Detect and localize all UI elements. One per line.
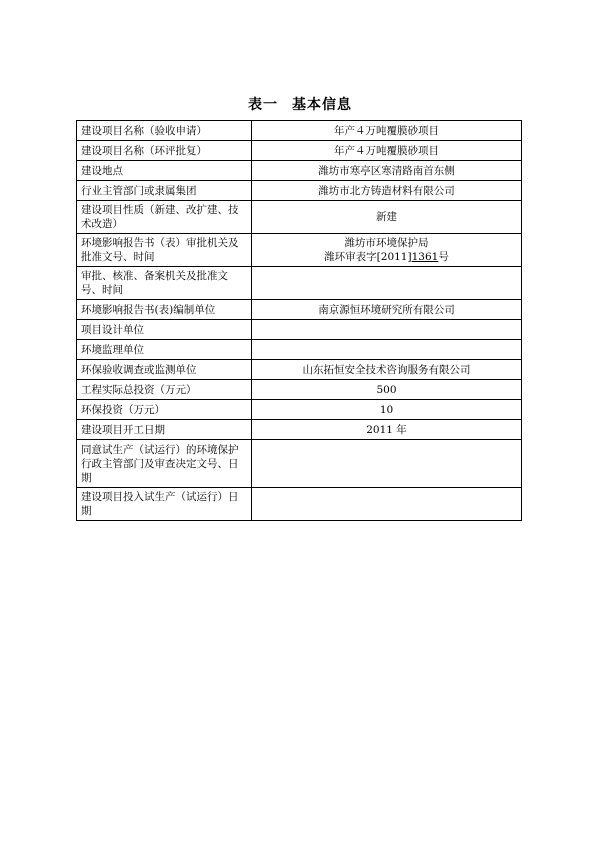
row-value: 山东拓恒安全技术咨询服务有限公司: [252, 360, 522, 380]
table-row: [77, 267, 522, 300]
approval-authority: 潍坊市环境保护局: [344, 237, 429, 249]
approval-document-number: [256, 250, 517, 264]
row-value: [252, 488, 522, 521]
row-value: 新建: [252, 201, 522, 234]
table-row: [77, 161, 522, 181]
row-value: 潍坊市北方铸造材料有限公司: [252, 181, 522, 201]
row-value: [252, 320, 522, 340]
row-label: 建设项目性质（新建、改扩建、技术改造）: [77, 201, 252, 234]
title-table-name: 基本信息: [292, 97, 352, 113]
row-label: 环保验收调查或监测单位: [77, 360, 252, 380]
row-value: 潍坊市寒亭区寒清路南首东侧: [252, 161, 522, 181]
table-row: [77, 181, 522, 201]
table-row: [77, 121, 522, 141]
row-value: 2011 年: [252, 420, 522, 440]
table-row: [77, 440, 522, 488]
approval-number-prefix: 潍环审表字[2011]: [324, 251, 412, 263]
row-value: [252, 267, 522, 300]
table-row: [77, 400, 522, 420]
basic-info-table: [76, 120, 522, 521]
row-label: 建设项目名称（环评批复）: [77, 141, 252, 161]
row-label: 项目设计单位: [77, 320, 252, 340]
table-row: [77, 320, 522, 340]
table-row: [77, 380, 522, 400]
row-label: 环保投资（万元）: [77, 400, 252, 420]
row-label: 环境影响报告书(表)编制单位: [77, 300, 252, 320]
row-value: [252, 340, 522, 360]
table-row: [77, 360, 522, 380]
approval-number-suffix: 号: [438, 251, 449, 263]
row-label: 环境影响报告书（表）审批机关及批准文号、时间: [77, 234, 252, 267]
table-row: [77, 340, 522, 360]
row-label: 工程实际总投资（万元）: [77, 380, 252, 400]
table-row: [77, 420, 522, 440]
row-label: 建设项目投入试生产（试运行）日期: [77, 488, 252, 521]
row-label: 环境监理单位: [77, 340, 252, 360]
row-value: 10: [252, 400, 522, 420]
table-row: [77, 488, 522, 521]
row-value: 南京源恒环境研究所有限公司: [252, 300, 522, 320]
row-value: [252, 440, 522, 488]
row-label: 行业主管部门或隶属集团: [77, 181, 252, 201]
row-label: 审批、核准、备案机关及批准文号、时间: [77, 267, 252, 300]
table-row: [77, 201, 522, 234]
row-label: 同意试生产（试运行）的环境保护行政主管部门及审查决定文号、日期: [77, 440, 252, 488]
title-table-number: 表一: [248, 97, 278, 113]
row-value: 年产４万吨覆膜砂项目: [252, 121, 522, 141]
row-label: 建设地点: [77, 161, 252, 181]
table-row: [77, 300, 522, 320]
row-value: [252, 234, 522, 267]
row-label: 建设项目开工日期: [77, 420, 252, 440]
row-label: 建设项目名称（验收申请）: [77, 121, 252, 141]
row-value: 年产４万吨覆膜砂项目: [252, 141, 522, 161]
approval-number: 1361: [411, 251, 439, 263]
table-row: [77, 234, 522, 267]
row-value: 500: [252, 380, 522, 400]
page-title: [0, 94, 600, 114]
table-row: [77, 141, 522, 161]
